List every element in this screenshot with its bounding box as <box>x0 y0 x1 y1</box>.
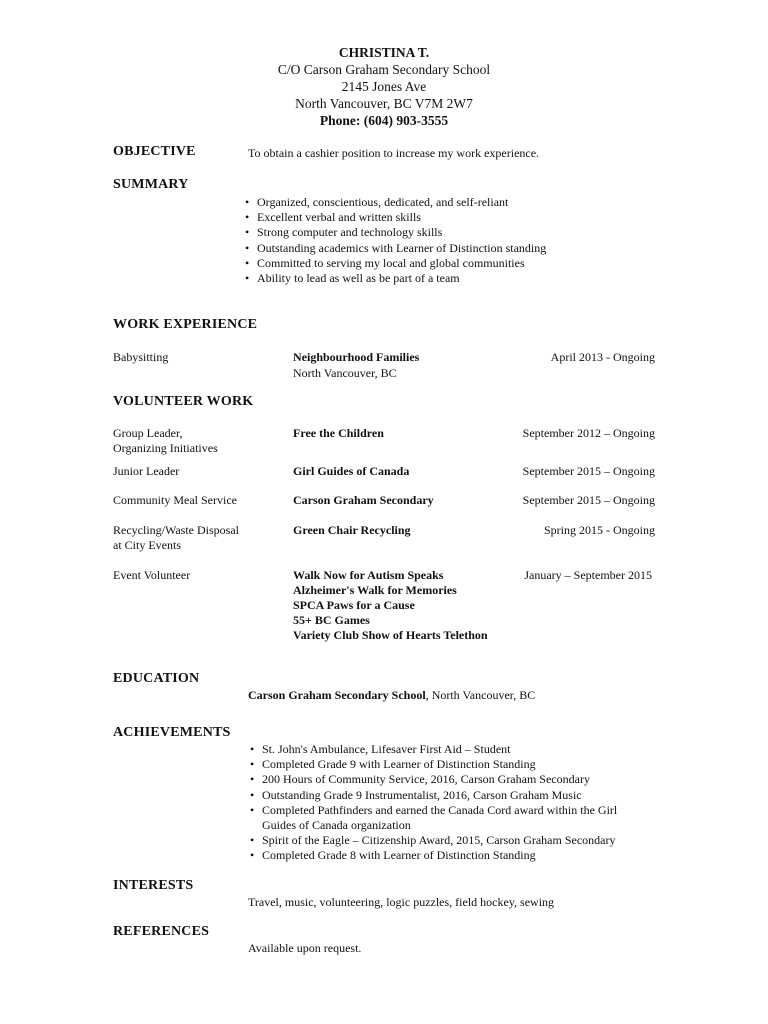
event-organization: Variety Club Show of Hearts Telethon <box>293 628 488 642</box>
volunteer-role: Junior Leader <box>113 464 180 478</box>
event-organization: 55+ BC Games <box>293 613 370 627</box>
work-dates: April 2013 - Ongoing <box>550 350 655 364</box>
volunteer-dates: September 2012 – Ongoing <box>522 426 655 440</box>
objective-text: To obtain a cashier position to increase my work experience. <box>248 146 540 160</box>
volunteer-heading: VOLUNTEER WORK <box>113 394 254 409</box>
volunteer-role: Community Meal Service <box>113 493 237 507</box>
work-location: North Vancouver, BC <box>293 366 397 380</box>
volunteer-dates: Spring 2015 - Ongoing <box>544 523 655 537</box>
references-heading: REFERENCES <box>113 924 210 939</box>
volunteer-role: Event Volunteer <box>113 568 191 582</box>
summary-item: • Ability to lead as well as be part of a team <box>243 271 663 286</box>
resume-header <box>0 44 768 129</box>
volunteer-role: Group Leader, <box>113 426 183 440</box>
achievements-list <box>248 742 653 864</box>
candidate-name: CHRISTINA T. <box>338 45 430 60</box>
volunteer-role-continued: at City Events <box>113 538 181 552</box>
volunteer-dates: January – September 2015 <box>524 568 652 582</box>
volunteer-organization: Girl Guides of Canada <box>293 464 410 478</box>
event-organization: Alzheimer's Walk for Memories <box>293 583 457 597</box>
education-heading: EDUCATION <box>113 671 200 686</box>
school-name: Carson Graham Secondary School <box>248 688 426 702</box>
volunteer-dates: September 2015 – Ongoing <box>522 464 655 478</box>
event-organization: Walk Now for Autism Speaks <box>293 568 444 582</box>
volunteer-role-continued: Organizing Initiatives <box>113 441 218 455</box>
achievement-item: • Completed Pathfinders and earned the Canada Cord award within the Girl Guides of Canada organization <box>248 803 653 833</box>
volunteer-organization: Free the Children <box>293 426 384 440</box>
objective-heading: OBJECTIVE <box>113 144 196 159</box>
phone-number: Phone: (604) 903-3555 <box>319 113 449 128</box>
achievement-item: • Completed Grade 9 with Learner of Distinction Standing <box>248 757 653 772</box>
work-role: Babysitting <box>113 350 169 364</box>
work-experience-heading: WORK EXPERIENCE <box>113 317 258 332</box>
volunteer-role: Recycling/Waste Disposal <box>113 523 240 537</box>
summary-item: • Organized, conscientious, dedicated, and self-reliant <box>243 195 663 210</box>
achievement-item: • Spirit of the Eagle – Citizenship Award, 2015, Carson Graham Secondary <box>248 833 653 848</box>
volunteer-organization: Carson Graham Secondary <box>293 493 434 507</box>
address-line-2: 2145 Jones Ave <box>341 79 427 94</box>
achievement-item: • Completed Grade 8 with Learner of Distinction Standing <box>248 848 653 863</box>
summary-item: • Committed to serving my local and global communities <box>243 256 663 271</box>
achievements-heading: ACHIEVEMENTS <box>113 725 231 740</box>
school-location: , North Vancouver, BC <box>425 688 536 702</box>
interests-heading: INTERESTS <box>113 878 194 893</box>
achievement-item: • 200 Hours of Community Service, 2016, Carson Graham Secondary <box>248 772 653 787</box>
achievement-item: • St. John's Ambulance, Lifesaver First Aid – Student <box>248 742 653 757</box>
summary-item: • Strong computer and technology skills <box>243 225 663 240</box>
summary-list <box>243 195 663 286</box>
interests-text: Travel, music, volunteering, logic puzzles, field hockey, sewing <box>248 895 555 909</box>
address-line-3: North Vancouver, BC V7M 2W7 <box>295 96 473 111</box>
achievement-item: • Outstanding Grade 9 Instrumentalist, 2016, Carson Graham Music <box>248 788 653 803</box>
education-line <box>248 688 535 703</box>
references-text: Available upon request. <box>248 941 362 955</box>
summary-item: • Excellent verbal and written skills <box>243 210 663 225</box>
event-organization: SPCA Paws for a Cause <box>293 598 415 612</box>
address-line-1: C/O Carson Graham Secondary School <box>277 62 491 77</box>
volunteer-dates: September 2015 – Ongoing <box>522 493 655 507</box>
work-organization: Neighbourhood Families <box>293 350 420 364</box>
volunteer-organization: Green Chair Recycling <box>293 523 411 537</box>
summary-heading: SUMMARY <box>113 177 189 192</box>
summary-item: • Outstanding academics with Learner of Distinction standing <box>243 241 663 256</box>
